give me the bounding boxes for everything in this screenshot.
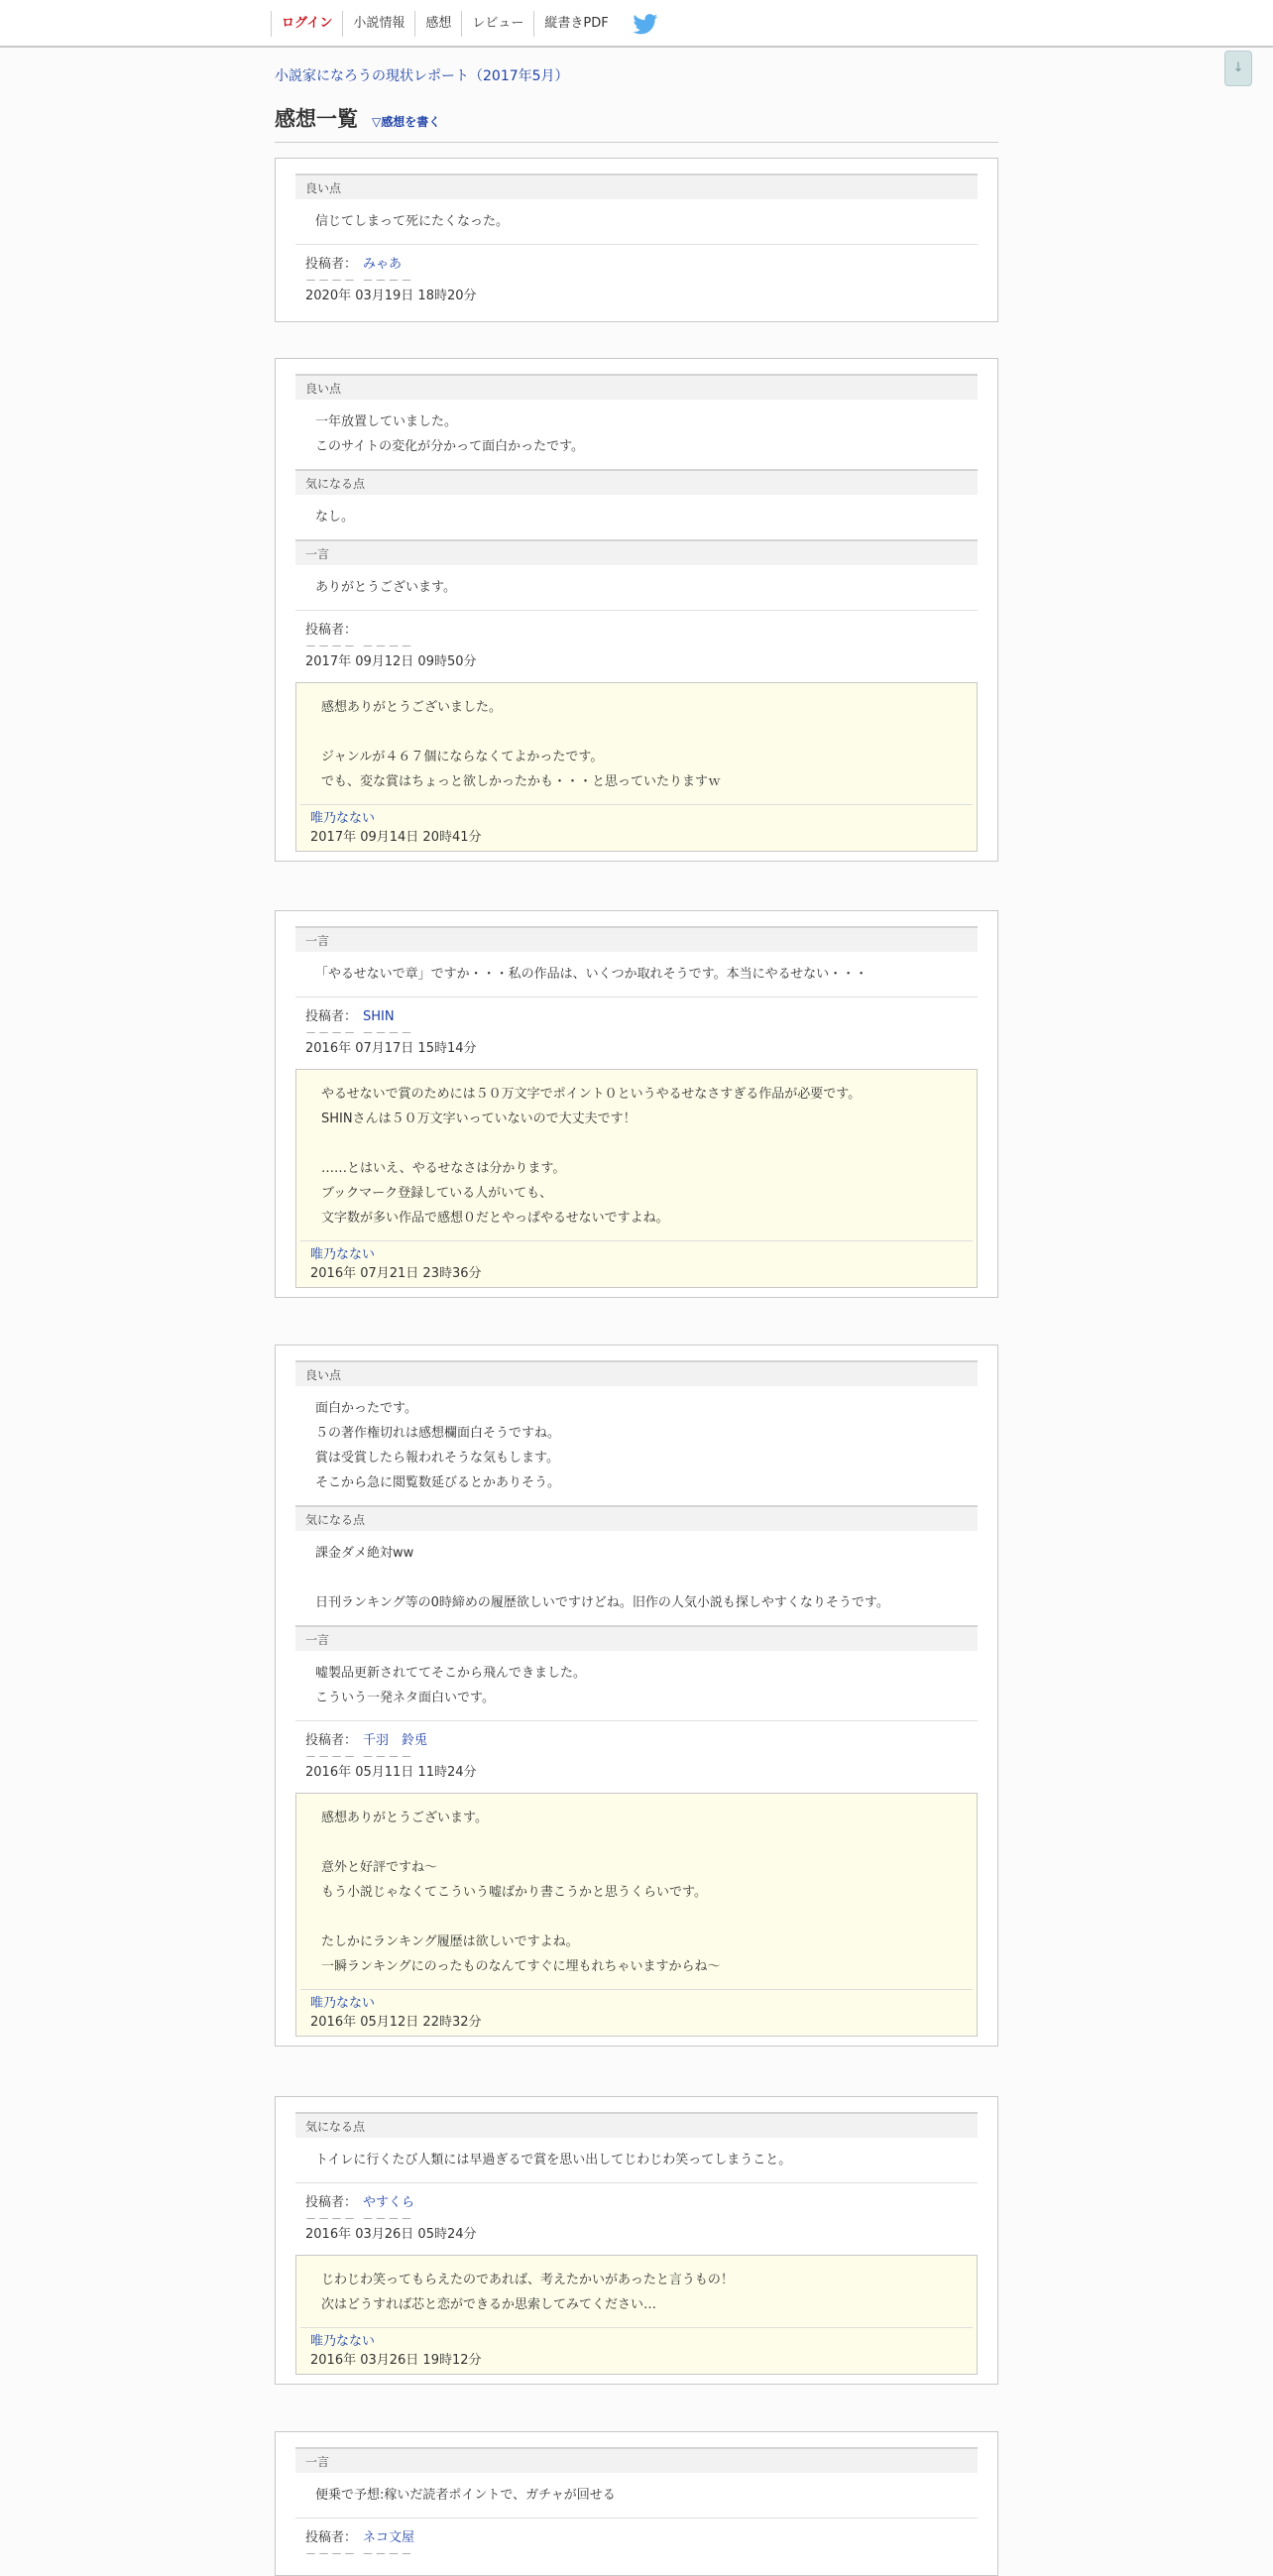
impression-card-body (276, 2097, 997, 2384)
poster-name-link[interactable]: ネコ文屋 (363, 2530, 415, 2545)
reply-date: 2016年 07月21日 23時36分 (310, 1266, 482, 1281)
poster-label: 投稿者： (305, 2195, 358, 2210)
reply-line: 一瞬ランキングにのったものなんてすぐに埋もれちゃいますからね～ (321, 1959, 721, 1974)
reply-line (321, 1131, 952, 1156)
section-text (295, 400, 978, 469)
poster-name-link[interactable]: 千羽 鈴兎 (363, 1733, 428, 1748)
nav-novel-info[interactable]: 小説情報 (342, 11, 414, 37)
author-reply (295, 1069, 978, 1288)
reply-line (321, 720, 952, 745)
reply-line: たしかにランキング履歴は欲しいですよね。 (321, 1934, 579, 1949)
twitter-bird-icon[interactable] (633, 13, 658, 35)
section-text (295, 495, 978, 539)
impression-card-body (276, 1346, 997, 2046)
page-heading (275, 106, 998, 143)
poster-row (305, 255, 968, 274)
author-reply (295, 1793, 978, 2037)
poster-info (295, 610, 978, 682)
section-header: 一言 (295, 926, 978, 952)
reply-line: じわじわ笑ってもらえたのであれば、考えたかいがあったと言うもの！ (321, 2273, 734, 2287)
reply-line (321, 1905, 952, 1930)
reply-author-link[interactable]: 唯乃なない (310, 2334, 376, 2349)
impression-card-body (276, 359, 997, 861)
section-header: 気になる点 (295, 1505, 978, 1531)
poster-row (305, 1007, 968, 1026)
section-header: 良い点 (295, 374, 978, 400)
nav-vertical-pdf[interactable]: 縦書きPDF (533, 11, 618, 37)
reply-text (296, 683, 977, 804)
reply-line: 感想ありがとうございます。 (321, 1811, 488, 1825)
text-line: ありがとうございます。 (315, 580, 456, 595)
impression-card (275, 910, 998, 1298)
poster-label: 投稿者： (305, 1009, 358, 1024)
reply-line: SHINさんは５０万文字いっていないので大丈夫です！ (321, 1112, 636, 1126)
poster-row (305, 1731, 968, 1750)
reply-line: ジャンルが４６７個にならなくてよかったです。 (321, 750, 604, 764)
section-text (295, 1531, 978, 1625)
section-header: 一言 (295, 2447, 978, 2473)
text-line: 信じてしまって死にたくなった。 (315, 214, 510, 229)
divider-dashes: －－－－ －－－－ (305, 640, 414, 652)
poster-info (295, 1720, 978, 1793)
reply-line: 次はどうすれば芯と恋ができるか思索してみてください… (321, 2297, 657, 2312)
divider-dashes: －－－－ －－－－ (305, 274, 414, 287)
reply-date: 2017年 09月14日 20時41分 (310, 830, 482, 845)
reply-line: 文字数が多い作品で感想０だとやっぱやるせないですよね。 (321, 1211, 669, 1226)
section-text (295, 1651, 978, 1720)
poster-label: 投稿者： (305, 257, 358, 272)
section-header: 良い点 (295, 1360, 978, 1386)
text-line: 嘘製品更新されててそこから飛んできました。 (315, 1666, 587, 1681)
poster-row (305, 2193, 968, 2212)
top-navigation-bar (0, 0, 1273, 48)
impression-card (275, 2096, 998, 2385)
write-impression-link[interactable]: ▽感想を書く (372, 115, 441, 129)
nav-login[interactable]: ログイン (271, 11, 342, 37)
poster-name-link[interactable]: やすくら (363, 2195, 415, 2210)
divider-dashes: －－－－ －－－－ (305, 2212, 414, 2225)
reply-text (296, 2256, 977, 2327)
reply-date: 2016年 03月26日 19時12分 (310, 2353, 482, 2368)
page-title: 感想一覧 (275, 107, 358, 131)
text-line: トイレに行くたび人類には早過ぎるで賞を思い出してじわじわ笑ってしまうこと。 (315, 2153, 792, 2167)
poster-row (305, 2528, 968, 2547)
text-line (315, 1566, 958, 1590)
reply-footer (300, 2327, 973, 2374)
divider-dashes: －－－－ －－－－ (305, 2547, 414, 2560)
divider-dashes: －－－－ －－－－ (305, 1026, 414, 1039)
reply-author-link[interactable]: 唯乃なない (310, 1996, 376, 2011)
text-line: このサイトの変化が分かって面白かったです。 (315, 439, 585, 454)
poster-info (295, 2517, 978, 2570)
impression-card (275, 1345, 998, 2047)
reply-footer (300, 804, 973, 851)
impression-card-body (276, 911, 997, 1297)
impression-card (275, 358, 998, 862)
section-header: 気になる点 (295, 2112, 978, 2138)
section-header: 一言 (295, 539, 978, 565)
post-date: 2016年 03月26日 05時24分 (305, 2227, 477, 2242)
main-nav (271, 11, 658, 37)
reply-footer (300, 1240, 973, 1287)
text-line: 日刊ランキング等の0時締めの履歴欲しいですけどね。旧作の人気小説も探しやすくなりそうです。 (315, 1595, 889, 1610)
impression-card (275, 158, 998, 322)
impression-card-body (276, 159, 997, 321)
nav-review[interactable]: レビュー (461, 11, 533, 37)
reply-author-link[interactable]: 唯乃なない (310, 1247, 376, 1262)
post-date: 2016年 07月17日 15時14分 (305, 1041, 477, 1056)
nav-impressions[interactable]: 感想 (414, 11, 461, 37)
reply-author-link[interactable]: 唯乃なない (310, 811, 376, 826)
author-reply (295, 2255, 978, 2375)
reply-line: 意外と好評ですね～ (321, 1860, 438, 1875)
reply-line: もう小説じゃなくてこういう嘘ばかり書こうかと思うくらいです。 (321, 1885, 707, 1900)
reply-date: 2016年 05月12日 22時32分 (310, 2015, 482, 2030)
poster-name-link[interactable]: みゃあ (363, 257, 403, 272)
poster-label: 投稿者： (305, 2530, 358, 2545)
poster-row (305, 621, 968, 640)
text-line: 課金ダメ絶対ww (315, 1546, 414, 1561)
section-header: 一言 (295, 1625, 978, 1651)
text-line: 一年放置していました。 (315, 414, 458, 429)
divider-dashes: －－－－ －－－－ (305, 1750, 414, 1763)
section-text (295, 565, 978, 610)
text-line: ５の著作権切れは感想欄面白そうですね。 (315, 1426, 561, 1441)
novel-title-link[interactable]: 小説家になろうの現状レポート（2017年5月） (275, 68, 569, 84)
text-line: 便乗で予想:稼いだ読者ポイントで、ガチャが回せる (315, 2488, 616, 2503)
reply-line: ……とはいえ、やるせなさは分かります。 (321, 1161, 566, 1176)
section-header: 気になる点 (295, 469, 978, 495)
reply-line: 感想ありがとうございました。 (321, 700, 503, 715)
poster-label: 投稿者： (305, 623, 358, 638)
author-reply (295, 682, 978, 852)
reply-footer (300, 1989, 973, 2036)
poster-info (295, 2182, 978, 2255)
section-text (295, 199, 978, 244)
poster-info (295, 996, 978, 1069)
poster-info (295, 244, 978, 316)
section-text (295, 2138, 978, 2182)
text-line: そこから急に閲覧数延びるとかありそう。 (315, 1475, 561, 1490)
text-line: 面白かったです。 (315, 1401, 417, 1416)
section-text (295, 952, 978, 996)
poster-name-link[interactable]: SHIN (363, 1009, 395, 1024)
post-date: 2020年 03月19日 18時20分 (305, 289, 477, 303)
section-text (295, 1386, 978, 1505)
poster-label: 投稿者： (305, 1733, 358, 1748)
reply-line: でも、変な賞はちょっと欲しかったかも・・・と思っていたりますｗ (321, 774, 722, 789)
impression-card (275, 2431, 998, 2576)
impression-card-body (276, 2432, 997, 2575)
post-date: 2017年 09月12日 09時50分 (305, 654, 477, 669)
main-content (275, 65, 998, 143)
reply-line: やるせないで賞のためには５０万文字でポイント０というやるせなさすぎる作品が必要です。 (321, 1087, 862, 1102)
section-header: 良い点 (295, 174, 978, 199)
reply-line: ブックマーク登録している人がいても、 (321, 1186, 553, 1201)
text-line: なし。 (315, 510, 355, 525)
text-line: 「やるせないで章」ですか・・・私の作品は、いくつか取れそうです。本当にやるせない・・・ (315, 967, 868, 982)
text-line: 賞は受賞したら報われそうな気もします。 (315, 1451, 559, 1465)
reply-text (296, 1794, 977, 1989)
reply-text (296, 1070, 977, 1240)
post-date: 2016年 05月11日 11時24分 (305, 1765, 477, 1780)
reply-line (321, 1830, 952, 1855)
scroll-down-button[interactable]: ↓ (1224, 51, 1252, 86)
text-line: こういう一発ネタ面白いです。 (315, 1691, 495, 1705)
section-text (295, 2473, 978, 2517)
